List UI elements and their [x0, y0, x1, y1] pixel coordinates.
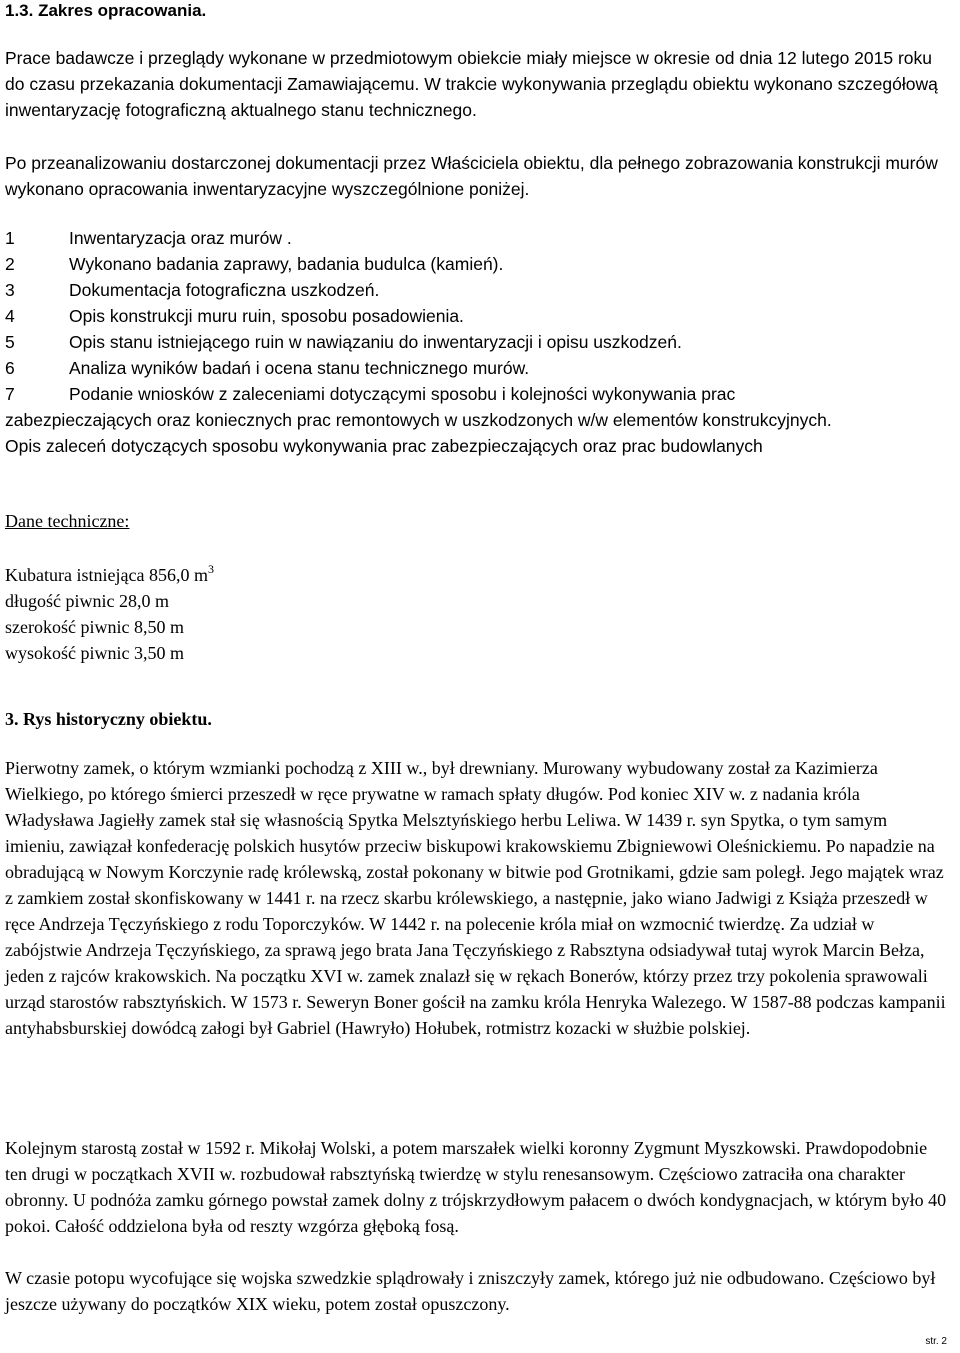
volume-unit-exponent: 3	[207, 562, 214, 576]
list-item-number: 3	[5, 280, 15, 300]
list-item	[5, 277, 955, 303]
list-item-number: 4	[5, 306, 15, 326]
document-page	[5, 0, 955, 1353]
scope-list	[5, 225, 955, 459]
technical-data-length: długość piwnic 28,0 m	[5, 591, 169, 611]
list-item-text: Opis stanu istniejącego ruin w nawiązaniu do inwentaryzacji i opisu uszkodzeń.	[69, 332, 682, 352]
list-item-number: 6	[5, 358, 15, 378]
list-item	[5, 381, 955, 407]
paragraph-history-3: W czasie potopu wycofujące się wojska szwedzkie splądrowały i zniszczyły zamek, którego już nie odbudowano. Częściowo był jeszcze używany do początków XIX wieku, potem został opuszczony.	[5, 1268, 936, 1314]
list-item-text: Opis konstrukcji muru ruin, sposobu posadowienia.	[69, 306, 464, 326]
list-item-text: Dokumentacja fotograficzna uszkodzeń.	[69, 280, 380, 300]
list-item-number: 5	[5, 332, 15, 352]
technical-data-height: wysokość piwnic 3,50 m	[5, 643, 184, 663]
list-item-text: Inwentaryzacja oraz murów .	[69, 228, 292, 248]
list-item-number: 1	[5, 228, 15, 248]
paragraph-recommendations: Opis zaleceń dotyczących sposobu wykonywania prac zabezpieczających oraz prac budowlanych	[5, 436, 763, 456]
paragraph-history-1: Pierwotny zamek, o którym wzmianki pochodzą z XIII w., był drewniany. Murowany wybudowany został za Kazimierza Wielkiego, po którego śmierci przeszedł w ręce prywatne w ramach spłaty długów. Pod koniec XIV w. z nadania króla Władysława Jagiełły zamek stał się własnością Spytka Melsztyńskiego herbu Leliwa. W 1439 r. syn Spytka, o tym samym imieniu, zawiązał konfederację polskich husytów przeciw biskupowi krakowskiemu Zbigniewowi Oleśnickiemu. Po napadzie na obradującą w Nowym Korczynie radę królewską, został pokonany w bitwie pod Grotnikami, gdzie sam poległ. Jego majątek wraz z zamkiem został skonfiskowany w 1441 r. na rzecz skarbu królewskiego, a następnie, jako wiano Jadwigi z Książa przeszedł w ręce Andrzeja Tęczyńskiego z rodu Toporczyków. W 1442 r. na polecenie króla miał on wzmocnić twierdzę. Za udział w zabójstwie Andrzeja Tęczyńskiego, za sprawą jego brata Jana Tęczyńskiego z Rabsztyna odsiadywał tutaj wyrok Marcin Bełza, jeden z rajców krakowskich. Na początku XVI w. zamek znalazł się w rękach Bonerów, którzy przez trzy pokolenia sprawowali urząd starostów rabsztyńskich. W 1573 r. Seweryn Boner gościł na zamku króla Henryka Walezego. W 1587-88 podczas kampanii antyhabsburskiej dowódcą załogi był Gabriel (Hawryło) Hołubek, rotmistrz kozacki w służbie polskiej.	[5, 758, 946, 1038]
list-item-text: Podanie wniosków z zaleceniami dotyczącymi sposobu i kolejności wykonywania prac	[69, 384, 736, 404]
list-item	[5, 355, 955, 381]
list-item-number: 7	[5, 384, 15, 404]
list-item-number: 2	[5, 254, 15, 274]
list-item-text: Analiza wyników badań i ocena stanu technicznego murów.	[69, 358, 530, 378]
list-item	[5, 251, 955, 277]
technical-data	[5, 508, 214, 666]
paragraph-scope-intro: Prace badawcze i przeglądy wykonane w przedmiotowym obiekcie miały miejsce w okresie od dnia 12 lutego 2015 roku do czasu przekazania dokumentacji Zamawiającemu. W trakcie wykonywania przeglądu obiektu wykonano szczegółową inwentaryzację fotograficzną aktualnego stanu technicznego.	[5, 48, 938, 120]
volume-value: Kubatura istniejąca 856,0 m	[5, 565, 208, 585]
technical-data-volume	[5, 562, 214, 588]
section-heading-3: 3. Rys historyczny obiektu.	[5, 709, 212, 729]
technical-data-width: szerokość piwnic 8,50 m	[5, 617, 184, 637]
paragraph-scope-analysis: Po przeanalizowaniu dostarczonej dokumentacji przez Właściciela obiektu, dla pełnego zobrazowania konstrukcji murów wykonano opracowania inwentaryzacyjne wyszczególnione poniżej.	[5, 153, 938, 199]
page-number: str. 2	[925, 1336, 947, 1347]
list-item	[5, 225, 955, 251]
list-item	[5, 303, 955, 329]
section-heading-1-3: 1.3. Zakres opracowania.	[5, 1, 207, 20]
list-item	[5, 329, 955, 355]
paragraph-history-2: Kolejnym starostą został w 1592 r. Mikołaj Wolski, a potem marszałek wielki koronny Zygmunt Myszkowski. Prawdopodobnie ten drugi w początkach XVII w. rozbudował rabsztyńską twierdzę w stylu renesansowym. Częściowo zatraciła ona charakter obronny. U podnóża zamku górnego powstał zamek dolny z trójskrzydłowym pałacem o dwóch kondygnacjach, w którym było 40 pokoi. Całość oddzielona była od reszty wzgórza głęboką fosą.	[5, 1138, 947, 1236]
list-item-7-continuation: zabezpieczających oraz koniecznych prac remontowych w uszkodzonych w/w elementów konstrukcyjnych.	[5, 410, 832, 430]
technical-data-title: Dane techniczne:	[5, 511, 130, 531]
list-item-text: Wykonano badania zaprawy, badania budulca (kamień).	[69, 254, 504, 274]
